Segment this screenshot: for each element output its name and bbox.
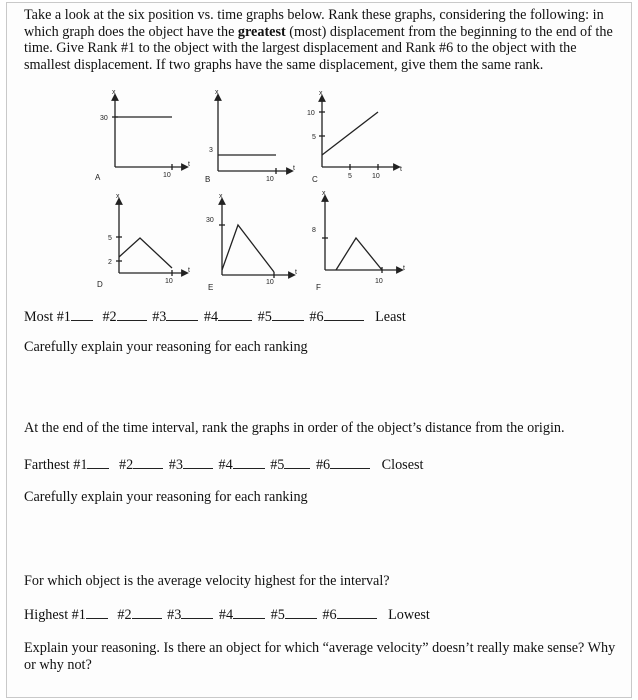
intro-text-2: (most) displacement from the beginning to the end of the time. Give Rank #1 to the object with the largest displacement and Rank #6 to the object with the smallest displacement. If two graphs have the same displacement, give them the same rank. — [24, 23, 613, 73]
graph-a-t-label: t — [188, 161, 190, 168]
q1-start-label: Most #1 — [24, 309, 71, 325]
q3-start-label: Highest #1 — [24, 607, 86, 623]
graph-c-t-tick-5: 5 — [348, 173, 352, 180]
q1-rank-6-label: #6 — [309, 309, 324, 325]
q1-rank-line — [24, 308, 406, 326]
q2-blank-2[interactable] — [133, 456, 163, 469]
q2-prompt: At the end of the time interval, rank the graphs in order of the object’s distance from the origin. — [24, 420, 565, 436]
graph-c-y-tick-top: 10 — [307, 110, 315, 117]
graph-f-t-label: t — [403, 265, 405, 272]
q3-blank-4[interactable] — [233, 606, 265, 619]
graph-a — [112, 97, 185, 170]
q3-explain: Explain your reasoning. Is there an object for which “average velocity” doesn’t really make sense? Why or why not? — [24, 640, 616, 673]
graph-d-y-tick-low: 2 — [108, 259, 112, 266]
q3-blank-2[interactable] — [132, 606, 162, 619]
q1-blank-3[interactable] — [166, 308, 198, 321]
q2-rank-5-label: #5 — [270, 457, 285, 473]
graph-b-x-label: x — [215, 89, 219, 96]
graph-a-y-tick: 30 — [100, 115, 108, 122]
q2-rank-3-label: #3 — [168, 457, 183, 473]
intro-text-1: Take a look at the six position vs. time graphs below. Rank these graphs, considering the following: in which graph does the object have the — [24, 7, 604, 40]
q2-blank-5[interactable] — [284, 456, 310, 469]
q1-blank-2[interactable] — [117, 308, 147, 321]
q1-rank-2-label: #2 — [102, 309, 117, 325]
q3-rank-4-label: #4 — [218, 607, 234, 623]
q1-blank-1[interactable] — [71, 308, 93, 321]
graph-b-t-label: t — [293, 165, 295, 172]
q1-rank-3-label: #3 — [152, 309, 167, 325]
q2-rank-4-label: #4 — [218, 457, 233, 473]
graph-e-t-label: t — [295, 269, 297, 276]
q1-blank-4[interactable] — [218, 308, 252, 321]
q2-end-label: Closest — [381, 457, 424, 473]
graph-b-y-tick: 3 — [209, 147, 213, 154]
graph-f-y-tick: 8 — [312, 227, 316, 234]
graph-e-y-tick: 30 — [206, 217, 214, 224]
graph-e — [219, 201, 292, 278]
graph-f-label: F — [316, 283, 321, 292]
graph-b — [218, 97, 290, 174]
graph-a-x-label: x — [112, 89, 116, 96]
q3-rank-2-label: #2 — [117, 607, 132, 623]
q2-blank-3[interactable] — [183, 456, 213, 469]
graph-c-label: C — [312, 175, 318, 184]
graph-b-label: B — [205, 175, 211, 184]
graph-c-t-label: t — [400, 166, 402, 173]
q2-blank-4[interactable] — [233, 456, 265, 469]
q2-blank-6[interactable] — [330, 456, 370, 469]
q2-start-label: Farthest #1 — [24, 457, 88, 473]
graph-d-x-label: x — [116, 193, 120, 200]
q2-rank-line — [24, 456, 423, 474]
graph-c-x-label: x — [319, 90, 323, 97]
q2-rank-6-label: #6 — [315, 457, 331, 473]
q1-rank-4-label: #4 — [203, 309, 219, 325]
q3-rank-6-label: #6 — [322, 607, 337, 623]
graph-a-label: A — [95, 173, 101, 182]
graph-d — [116, 201, 185, 276]
graph-a-t-tick: 10 — [163, 172, 171, 179]
graph-e-t-tick: 10 — [266, 279, 274, 286]
graph-f-x-label: x — [322, 190, 326, 197]
q1-end-label: Least — [375, 309, 406, 325]
q2-rank-2-label: #2 — [119, 457, 134, 473]
graph-e-label: E — [208, 283, 214, 292]
q3-blank-1[interactable] — [86, 606, 108, 619]
q3-blank-3[interactable] — [181, 606, 213, 619]
graph-c-t-tick-10: 10 — [372, 173, 380, 180]
graph-c-y-tick-mid: 5 — [312, 134, 316, 141]
q3-end-label: Lowest — [388, 607, 430, 623]
graph-b-t-tick: 10 — [266, 176, 274, 183]
graph-d-t-label: t — [188, 267, 190, 274]
q3-blank-5[interactable] — [285, 606, 317, 619]
graph-e-x-label: x — [219, 193, 223, 200]
position-time-graphs — [0, 0, 638, 330]
q1-explain: Carefully explain your reasoning for each ranking — [24, 339, 308, 355]
q3-rank-5-label: #5 — [270, 607, 285, 623]
graph-f — [322, 198, 400, 273]
q2-explain: Carefully explain your reasoning for each ranking — [24, 489, 308, 505]
q2-blank-1[interactable] — [87, 456, 109, 469]
q3-rank-line — [24, 606, 430, 624]
q3-rank-3-label: #3 — [167, 607, 182, 623]
q1-rank-5-label: #5 — [257, 309, 272, 325]
q3-prompt: For which object is the average velocity highest for the interval? — [24, 573, 390, 589]
graph-c — [319, 98, 397, 170]
graph-d-y-tick-top: 5 — [108, 235, 112, 242]
graph-d-t-tick: 10 — [165, 278, 173, 285]
graph-f-t-tick: 10 — [375, 278, 383, 285]
q1-blank-5[interactable] — [272, 308, 304, 321]
q3-blank-6[interactable] — [337, 606, 377, 619]
graph-d-label: D — [97, 280, 103, 289]
intro-bold-word: greatest — [237, 23, 286, 40]
q1-blank-6[interactable] — [324, 308, 364, 321]
